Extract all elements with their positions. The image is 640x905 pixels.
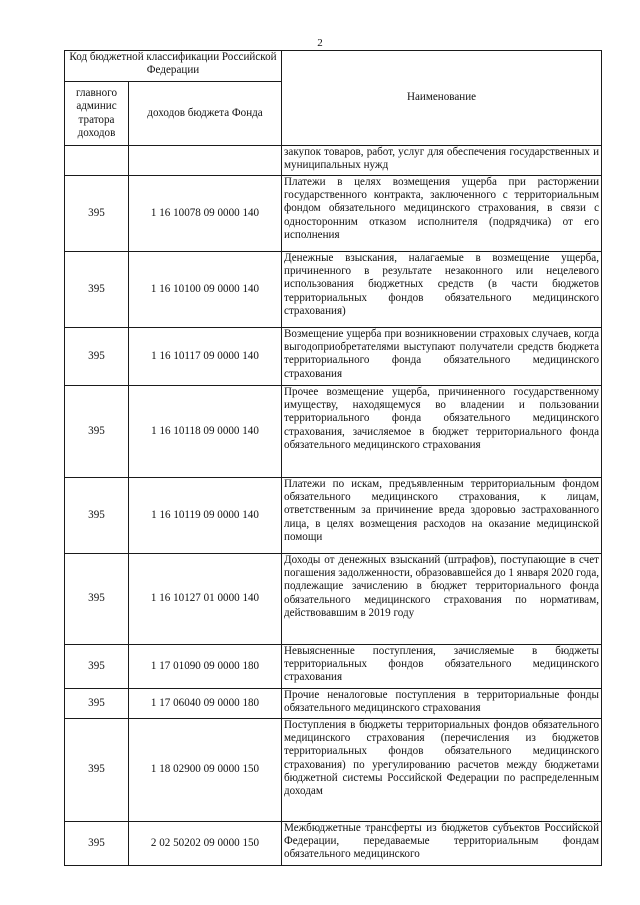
income-code-cell: 1 17 01090 09 0000 180 [129, 645, 282, 689]
table-row [65, 645, 602, 689]
income-name-cell: Прочее возмещение ущерба, причиненного государственному имуществу, находящемуся во владении и пользовании территориального фонда обязательного медицинского страхования, зачисляемое в бюджет территориального фонда обязательного медицинского страхования [282, 386, 602, 478]
admin-code-cell: 395 [65, 176, 129, 252]
income-code-column-header: доходов бюджета Фонда [129, 82, 282, 146]
income-code-cell: 2 02 50202 09 0000 150 [129, 822, 282, 866]
income-code-cell [129, 146, 282, 176]
table-row [65, 328, 602, 386]
admin-code-cell: 395 [65, 689, 129, 719]
income-code-cell: 1 16 10117 09 0000 140 [129, 328, 282, 386]
income-name-cell: Возмещение ущерба при возникновении страховых случаев, когда выгодоприобретателями выступают получатели средств бюджета территориального фонда обязательного медицинского страхования [282, 328, 602, 386]
admin-code-cell: 395 [65, 386, 129, 478]
admin-code-cell: 395 [65, 645, 129, 689]
table-row [65, 822, 602, 866]
income-code-cell: 1 17 06040 09 0000 180 [129, 689, 282, 719]
budget-code-group-header: Код бюджетной классификации Российской Федерации [65, 51, 282, 82]
income-code-cell: 1 16 10078 09 0000 140 [129, 176, 282, 252]
admin-code-cell: 395 [65, 822, 129, 866]
name-column-header: Наименование [282, 51, 602, 146]
admin-code-cell [65, 146, 129, 176]
table-row [65, 719, 602, 822]
income-code-cell: 1 16 10127 01 0000 140 [129, 554, 282, 645]
admin-code-cell: 395 [65, 328, 129, 386]
table-row [65, 478, 602, 554]
income-name-cell: закупок товаров, работ, услуг для обеспечения государственных и муниципальных нужд [282, 146, 602, 176]
income-name-cell: Доходы от денежных взысканий (штрафов), поступающие в счет погашения задолженности, образовавшейся до 1 января 2020 года, подлежащие зачислению в бюджет территориального фонда обязательного медицинского страхования по нормативам, действовавшим в 2019 году [282, 554, 602, 645]
income-name-cell: Платежи в целях возмещения ущерба при расторжении государственного контракта, заключенного с территориальным фондом обязательного медицинского страхования, в связи с односторонним отказом исполнителя (подрядчика) от его исполнения [282, 176, 602, 252]
admin-code-cell: 395 [65, 252, 129, 328]
page-number: 2 [317, 37, 323, 49]
table-row [65, 146, 602, 176]
table-row [65, 689, 602, 719]
income-code-cell: 1 18 02900 09 0000 150 [129, 719, 282, 822]
income-name-cell: Невыясненные поступления, зачисляемые в бюджеты территориальных фондов обязательного медицинского страхования [282, 645, 602, 689]
admin-column-header: главного админис тратора доходов [65, 82, 129, 146]
admin-code-cell: 395 [65, 554, 129, 645]
income-name-cell: Прочие неналоговые поступления в территориальные фонды обязательного медицинского страхования [282, 689, 602, 719]
admin-code-cell: 395 [65, 478, 129, 554]
income-code-cell: 1 16 10119 09 0000 140 [129, 478, 282, 554]
income-code-cell: 1 16 10118 09 0000 140 [129, 386, 282, 478]
income-code-cell: 1 16 10100 09 0000 140 [129, 252, 282, 328]
budget-classification-table [64, 50, 602, 866]
admin-code-cell: 395 [65, 719, 129, 822]
table-row [65, 554, 602, 645]
income-name-cell: Платежи по искам, предъявленным территориальным фондом обязательного медицинского страхования, к лицам, ответственным за причинение вреда здоровью застрахованного лица, в целях возмещения расходов на оказание медицинской помощи [282, 478, 602, 554]
income-name-cell: Поступления в бюджеты территориальных фондов обязательного медицинского страхования (перечисления из бюджетов территориальных фондов обязательного медицинского страхования) по урегулированию расчетов между бюджетами бюджетной системы Российской Федерации по распределенным доходам [282, 719, 602, 822]
table-row [65, 252, 602, 328]
income-name-cell: Денежные взыскания, налагаемые в возмещение ущерба, причиненного в результате незаконного или нецелевого использования бюджетных средств (в части бюджетов территориальных фондов обязательного медицинского страхования) [282, 252, 602, 328]
table-header-row [65, 51, 602, 82]
table-row [65, 176, 602, 252]
income-name-cell: Межбюджетные трансферты из бюджетов субъектов Российской Федерации, передаваемые территориальным фондам обязательного медицинского [282, 822, 602, 866]
table-row [65, 386, 602, 478]
